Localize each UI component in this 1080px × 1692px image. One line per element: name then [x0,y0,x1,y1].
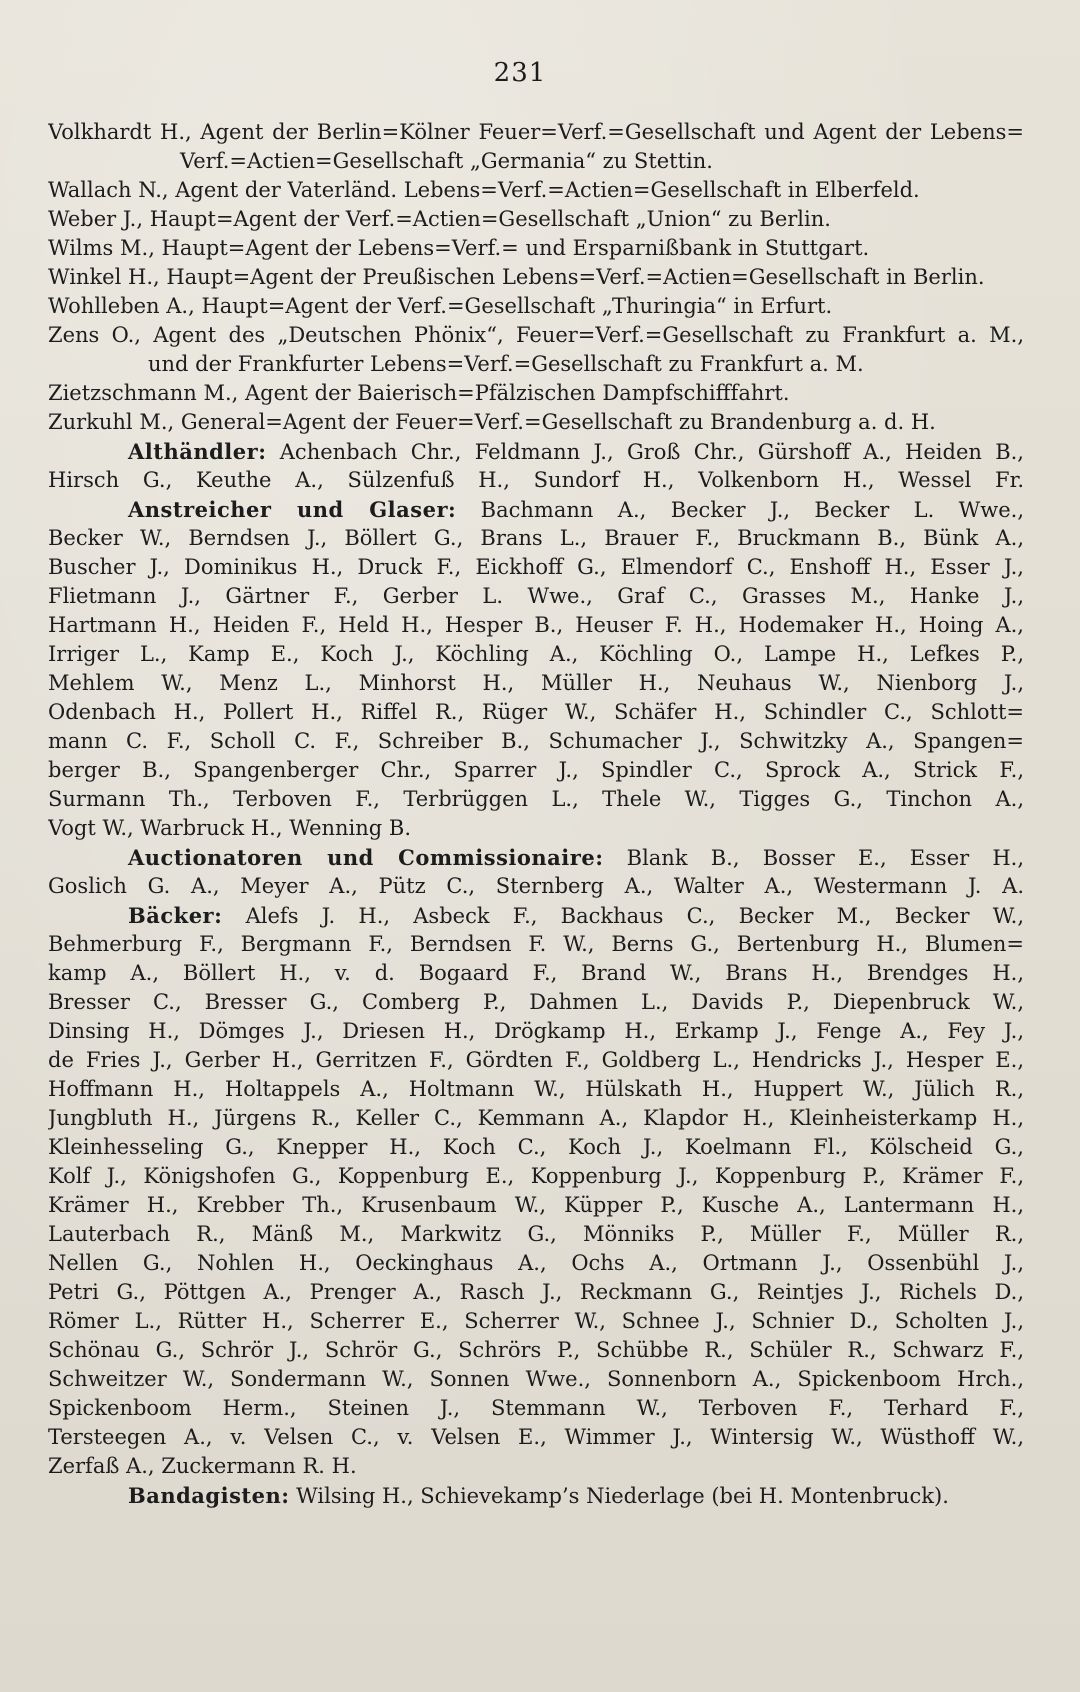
directory-text: Wilsing H., Schievekamp’s Niederlage (bei H. Montenbruck). [296,1484,949,1508]
directory-line: Bresser C., Bresser G., Comberg P., Dahmen L., Davids P., Diepenbruck W., [48,990,1024,1014]
section-heading-althaendler: Althändler: [128,439,267,464]
directory-line: Petri G., Pöttgen A., Prenger A., Rasch J., Reckmann G., Reintjes J., Richels D., [48,1280,1024,1304]
section-baecker-first-line [48,901,1024,930]
directory-line: Dinsing H., Dömges J., Driesen H., Drögkamp H., Erkamp J., Fenge A., Fey J., [48,1019,1024,1043]
directory-text: Blank B., Bosser E., Esser H., [626,846,1024,870]
directory-line: Hoffmann H., Holtappels A., Holtmann W., Hülskath H., Huppert W., Jülich R., [48,1077,1024,1101]
directory-line: Kleinhesseling G., Knepper H., Koch C., Koch J., Koelmann Fl., Kölscheid G., [48,1135,1024,1159]
section-heading-bandagisten: Bandagisten: [128,1483,290,1508]
directory-line: Buscher J., Dominikus H., Druck F., Eickhoff G., Elmendorf C., Enshoff H., Esser J., [48,555,1024,579]
directory-line: Zerfaß A., Zuckermann R. H. [48,1454,357,1478]
section-althaendler-first-line [48,437,1024,466]
directory-line: Schönau G., Schrör J., Schrör G., Schrörs P., Schübbe R., Schüler R., Schwarz F., [48,1338,1024,1362]
directory-line: Winkel H., Haupt=Agent der Preußischen Lebens=Verf.=Actien=Gesellschaft in Berlin. [48,265,985,289]
directory-text: Bachmann A., Becker J., Becker L. Wwe., [480,498,1024,522]
directory-line: Nellen G., Nohlen H., Oeckinghaus A., Ochs A., Ortmann J., Ossenbühl J., [48,1251,1024,1275]
directory-line: Tersteegen A., v. Velsen C., v. Velsen E., Wimmer J., Wintersig W., Wüsthoff W., [48,1425,1024,1449]
directory-line: Odenbach H., Pollert H., Riffel R., Rüger W., Schäfer H., Schindler C., Schlott= [48,700,1024,724]
directory-line: Wallach N., Agent der Vaterländ. Lebens=Verf.=Actien=Gesellschaft in Elberfeld. [48,178,920,202]
directory-line: Wohlleben A., Haupt=Agent der Verf.=Gesellschaft „Thuringia“ in Erfurt. [48,294,833,318]
directory-line: Schweitzer W., Sondermann W., Sonnen Wwe., Sonnenborn A., Spickenboom Hrch., [48,1367,1024,1391]
directory-line: Volkhardt H., Agent der Berlin=Kölner Feuer=Verf.=Gesellschaft und Agent der Lebens= [48,120,1024,144]
directory-line: Vogt W., Warbruck H., Wenning B. [48,816,412,840]
directory-line: Krämer H., Krebber Th., Krusenbaum W., Küpper P., Kusche A., Lantermann H., [48,1193,1024,1217]
directory-line: de Fries J., Gerber H., Gerritzen F., Gördten F., Goldberg L., Hendricks J., Hesper E., [48,1048,1024,1072]
directory-line: Goslich G. A., Meyer A., Pütz C., Sternberg A., Walter A., Westermann J. A. [48,874,1024,898]
directory-line: Zurkuhl M., General=Agent der Feuer=Verf.=Gesellschaft zu Brandenburg a. d. H. [48,410,936,434]
section-heading-baecker: Bäcker: [128,903,223,928]
section-heading-anstreicher: Anstreicher und Glaser: [128,497,457,522]
directory-body [48,118,1024,1510]
directory-line: mann C. F., Scholl C. F., Schreiber B., Schumacher J., Schwitzky A., Spangen= [48,729,1024,753]
directory-line: kamp A., Böllert H., v. d. Bogaard F., Brand W., Brans H., Brendges H., [48,961,1024,985]
directory-line: Becker W., Berndsen J., Böllert G., Brans L., Brauer F., Bruckmann B., Bünk A., [48,526,1024,550]
directory-line: Hartmann H., Heiden F., Held H., Hesper B., Heuser F. H., Hodemaker H., Hoing A., [48,613,1024,637]
directory-line: Weber J., Haupt=Agent der Verf.=Actien=Gesellschaft „Union“ zu Berlin. [48,207,831,231]
directory-line: Spickenboom Herm., Steinen J., Stemmann W., Terboven F., Terhard F., [48,1396,1024,1420]
directory-line: Irriger L., Kamp E., Koch J., Köchling A., Köchling O., Lampe H., Lefkes P., [48,642,1024,666]
directory-line: Behmerburg F., Bergmann F., Berndsen F. W., Berns G., Bertenburg H., Blumen= [48,932,1024,956]
section-auctionatoren-first-line [48,843,1024,872]
directory-line: Verf.=Actien=Gesellschaft „Germania“ zu Stettin. [180,149,713,173]
directory-line: Kolf J., Königshofen G., Koppenburg E., Koppenburg J., Koppenburg P., Krämer F., [48,1164,1024,1188]
directory-line: Jungbluth H., Jürgens R., Keller C., Kemmann A., Klapdor H., Kleinheisterkamp H., [48,1106,1024,1130]
page-number: 231 [493,58,547,88]
directory-line: und der Frankfurter Lebens=Verf.=Gesellschaft zu Frankfurt a. M. [148,352,864,376]
directory-line: berger B., Spangenberger Chr., Sparrer J., Spindler C., Sprock A., Strick F., [48,758,1024,782]
directory-line: Mehlem W., Menz L., Minhorst H., Müller H., Neuhaus W., Nienborg J., [48,671,1024,695]
directory-line: Lauterbach R., Mänß M., Markwitz G., Mönniks P., Müller F., Müller R., [48,1222,1024,1246]
directory-line: Surmann Th., Terboven F., Terbrüggen L., Thele W., Tigges G., Tinchon A., [48,787,1024,811]
directory-line: Römer L., Rütter H., Scherrer E., Scherrer W., Schnee J., Schnier D., Scholten J., [48,1309,1024,1333]
section-bandagisten-first-line [48,1481,1024,1510]
directory-text: Achenbach Chr., Feldmann J., Groß Chr., Gürshoff A., Heiden B., [279,440,1024,464]
section-anstreicher-first-line [48,495,1024,524]
directory-line: Zens O., Agent des „Deutschen Phönix“, Feuer=Verf.=Gesellschaft zu Frankfurt a. M., [48,323,1024,347]
directory-line: Wilms M., Haupt=Agent der Lebens=Verf.= und Ersparnißbank in Stuttgart. [48,236,870,260]
directory-text: Alefs J. H., Asbeck F., Backhaus C., Becker M., Becker W., [245,904,1024,928]
section-heading-auctionatoren: Auctionatoren und Commissionaire: [128,845,604,870]
directory-line: Flietmann J., Gärtner F., Gerber L. Wwe., Graf C., Grasses M., Hanke J., [48,584,1024,608]
directory-line: Zietzschmann M., Agent der Baierisch=Pfälzischen Dampfschifffahrt. [48,381,790,405]
directory-line: Hirsch G., Keuthe A., Sülzenfuß H., Sundorf H., Volkenborn H., Wessel Fr. [48,468,1024,492]
